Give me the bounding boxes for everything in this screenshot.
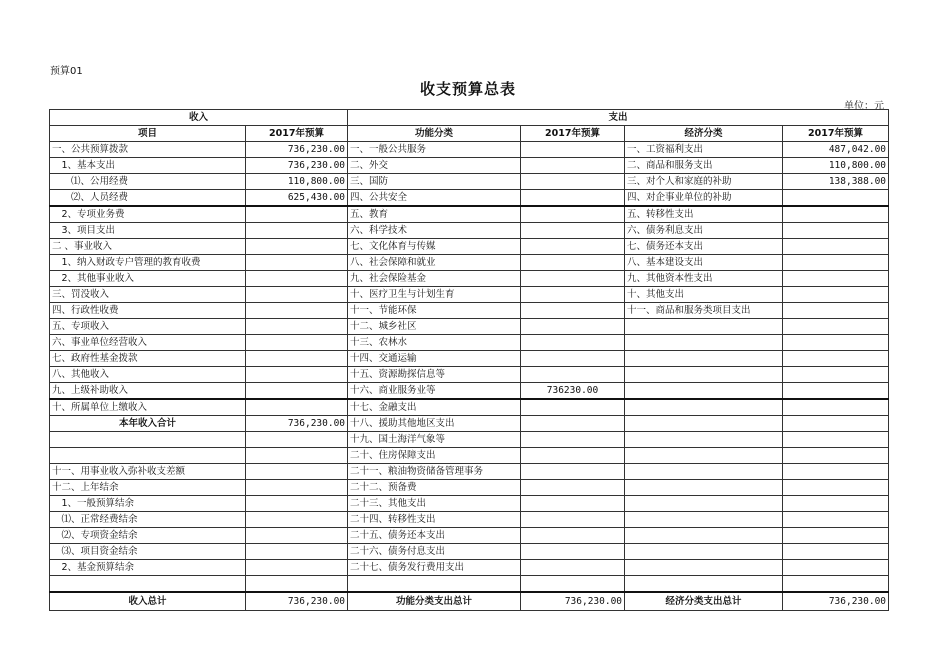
func-class-amount xyxy=(521,174,625,190)
header-row-group xyxy=(50,110,889,126)
econ-class-item: 六、债务利息支出 xyxy=(625,223,783,239)
econ-class-item: 十一、商品和服务类项目支出 xyxy=(625,303,783,319)
func-class-item: 十一、节能环保 xyxy=(348,303,521,319)
econ-class-item xyxy=(625,576,783,593)
income-item xyxy=(50,432,246,448)
income-item: 本年收入合计 xyxy=(50,416,246,432)
income-amount xyxy=(246,223,348,239)
func-class-item: 一、一般公共服务 xyxy=(348,142,521,158)
func-class-amount xyxy=(521,560,625,576)
income-amount xyxy=(246,464,348,480)
econ-class-amount xyxy=(783,351,889,367)
col-income-budget-header: 2017年预算 xyxy=(246,126,348,142)
func-class-amount xyxy=(521,303,625,319)
func-class-amount xyxy=(521,416,625,432)
func-class-item: 九、社会保险基金 xyxy=(348,271,521,287)
func-class-amount xyxy=(521,351,625,367)
econ-class-item xyxy=(625,496,783,512)
income-item: 十、所属单位上缴收入 xyxy=(50,399,246,416)
econ-class-amount xyxy=(783,496,889,512)
econ-class-amount xyxy=(783,303,889,319)
func-class-item: 二、外交 xyxy=(348,158,521,174)
func-class-item: 十八、援助其他地区支出 xyxy=(348,416,521,432)
econ-class-item xyxy=(625,480,783,496)
table-row xyxy=(50,190,889,207)
func-class-amount xyxy=(521,576,625,593)
table-row xyxy=(50,239,889,255)
econ-class-amount xyxy=(783,255,889,271)
table-row xyxy=(50,142,889,158)
econ-class-amount xyxy=(783,560,889,576)
func-class-amount xyxy=(521,158,625,174)
income-item: 八、其他收入 xyxy=(50,367,246,383)
func-class-item: 六、科学技术 xyxy=(348,223,521,239)
func-class-item: 十七、金融支出 xyxy=(348,399,521,416)
income-amount: 736,230.00 xyxy=(246,142,348,158)
func-class-amount xyxy=(521,464,625,480)
table-row xyxy=(50,399,889,416)
func-class-amount xyxy=(521,432,625,448)
form-code: 预算01 xyxy=(50,66,83,77)
econ-class-amount xyxy=(783,383,889,400)
func-class-amount xyxy=(521,255,625,271)
income-item: 四、行政性收费 xyxy=(50,303,246,319)
func-class-amount xyxy=(521,544,625,560)
econ-class-item xyxy=(625,544,783,560)
econ-class-item: 二、商品和服务支出 xyxy=(625,158,783,174)
econ-class-amount xyxy=(783,480,889,496)
table-row xyxy=(50,303,889,319)
table-row xyxy=(50,174,889,190)
table-row xyxy=(50,576,889,593)
func-class-amount xyxy=(521,480,625,496)
table-row xyxy=(50,496,889,512)
func-class-amount xyxy=(521,448,625,464)
income-amount xyxy=(246,576,348,593)
income-item: 一、公共预算拨款 xyxy=(50,142,246,158)
econ-class-item xyxy=(625,512,783,528)
econ-class-amount xyxy=(783,190,889,207)
col-func-class-header: 功能分类 xyxy=(348,126,521,142)
func-class-item: 二十六、债务付息支出 xyxy=(348,544,521,560)
income-item: 三、罚没收入 xyxy=(50,287,246,303)
econ-class-item xyxy=(625,528,783,544)
econ-class-amount xyxy=(783,367,889,383)
econ-class-amount xyxy=(783,432,889,448)
table-row xyxy=(50,351,889,367)
table-row xyxy=(50,528,889,544)
econ-class-amount xyxy=(783,335,889,351)
income-amount xyxy=(246,448,348,464)
col-econ-budget-header: 2017年预算 xyxy=(783,126,889,142)
income-amount: 110,800.00 xyxy=(246,174,348,190)
income-amount: 736,230.00 xyxy=(246,158,348,174)
econ-class-item xyxy=(625,432,783,448)
func-class-item: 五、教育 xyxy=(348,206,521,223)
econ-class-item: 九、其他资本性支出 xyxy=(625,271,783,287)
income-amount xyxy=(246,560,348,576)
income-item: 十一、用事业收入弥补收支差额 xyxy=(50,464,246,480)
income-amount xyxy=(246,255,348,271)
table-row xyxy=(50,223,889,239)
income-amount xyxy=(246,335,348,351)
econ-class-amount xyxy=(783,223,889,239)
table-row xyxy=(50,544,889,560)
func-class-amount xyxy=(521,190,625,207)
econ-class-amount xyxy=(783,239,889,255)
table-row xyxy=(50,271,889,287)
econ-class-amount xyxy=(783,416,889,432)
income-amount: 736,230.00 xyxy=(246,416,348,432)
income-total-amount: 736,230.00 xyxy=(246,592,348,611)
econ-class-amount xyxy=(783,206,889,223)
func-class-item: 八、社会保障和就业 xyxy=(348,255,521,271)
income-item: 七、政府性基金拨款 xyxy=(50,351,246,367)
table-row xyxy=(50,255,889,271)
income-item: ⑴、正常经费结余 xyxy=(50,512,246,528)
income-item: 二 、事业收入 xyxy=(50,239,246,255)
econ-class-amount xyxy=(783,448,889,464)
income-amount xyxy=(246,399,348,416)
table-row xyxy=(50,560,889,576)
income-item: 2、其他事业收入 xyxy=(50,271,246,287)
income-item: ⑵、人员经费 xyxy=(50,190,246,207)
func-class-amount xyxy=(521,335,625,351)
econ-class-item xyxy=(625,351,783,367)
func-class-item: 十六、商业服务业等 xyxy=(348,383,521,400)
income-amount xyxy=(246,287,348,303)
func-class-amount xyxy=(521,496,625,512)
income-item: 2、专项业务费 xyxy=(50,206,246,223)
func-class-amount xyxy=(521,287,625,303)
econ-class-item xyxy=(625,464,783,480)
col-econ-class-header: 经济分类 xyxy=(625,126,783,142)
econ-class-amount xyxy=(783,464,889,480)
econ-class-item xyxy=(625,367,783,383)
income-item xyxy=(50,448,246,464)
econ-class-item xyxy=(625,383,783,400)
income-item: ⑶、项目资金结余 xyxy=(50,544,246,560)
income-item: 1、纳入财政专户管理的教育收费 xyxy=(50,255,246,271)
econ-class-item: 一、工资福利支出 xyxy=(625,142,783,158)
func-class-item: 二十一、粮油物资储备管理事务 xyxy=(348,464,521,480)
income-amount xyxy=(246,351,348,367)
func-class-amount xyxy=(521,206,625,223)
income-amount xyxy=(246,319,348,335)
table-row xyxy=(50,319,889,335)
econ-class-item xyxy=(625,416,783,432)
econ-class-item: 十、其他支出 xyxy=(625,287,783,303)
income-amount xyxy=(246,496,348,512)
func-class-item: 十九、国土海洋气象等 xyxy=(348,432,521,448)
func-class-item xyxy=(348,576,521,593)
func-class-amount xyxy=(521,239,625,255)
econ-class-item xyxy=(625,448,783,464)
totals-row xyxy=(50,592,889,611)
income-amount xyxy=(246,544,348,560)
econ-class-item: 七、债务还本支出 xyxy=(625,239,783,255)
econ-class-amount xyxy=(783,576,889,593)
income-amount xyxy=(246,206,348,223)
income-amount xyxy=(246,367,348,383)
table-row xyxy=(50,206,889,223)
func-class-amount xyxy=(521,399,625,416)
econ-class-amount xyxy=(783,528,889,544)
econ-class-amount xyxy=(783,287,889,303)
func-class-item: 十四、交通运输 xyxy=(348,351,521,367)
func-class-item: 十五、资源勘探信息等 xyxy=(348,367,521,383)
econ-class-item xyxy=(625,335,783,351)
income-item xyxy=(50,576,246,593)
col-func-budget-header: 2017年预算 xyxy=(521,126,625,142)
table-row xyxy=(50,448,889,464)
table-row xyxy=(50,287,889,303)
econ-class-item xyxy=(625,399,783,416)
page-title: 收支预算总表 xyxy=(419,80,516,98)
func-class-item: 二十三、其他支出 xyxy=(348,496,521,512)
econ-class-amount xyxy=(783,512,889,528)
func-class-item: 十二、城乡社区 xyxy=(348,319,521,335)
income-item: 六、事业单位经营收入 xyxy=(50,335,246,351)
econ-class-amount xyxy=(783,319,889,335)
table-row xyxy=(50,464,889,480)
econ-class-amount xyxy=(783,544,889,560)
income-header: 收入 xyxy=(50,110,348,126)
func-total-amount: 736,230.00 xyxy=(521,592,625,611)
econ-class-item xyxy=(625,319,783,335)
func-class-item: 二十五、债务还本支出 xyxy=(348,528,521,544)
func-class-item: 三、国防 xyxy=(348,174,521,190)
income-item: ⑵、专项资金结余 xyxy=(50,528,246,544)
func-class-amount xyxy=(521,223,625,239)
table-row xyxy=(50,335,889,351)
func-class-amount xyxy=(521,512,625,528)
col-item-header: 项目 xyxy=(50,126,246,142)
func-class-amount xyxy=(521,367,625,383)
func-class-item: 二十七、债务发行费用支出 xyxy=(348,560,521,576)
income-amount xyxy=(246,271,348,287)
income-item: 3、项目支出 xyxy=(50,223,246,239)
income-amount xyxy=(246,383,348,400)
income-item: ⑴、公用经费 xyxy=(50,174,246,190)
func-class-amount xyxy=(521,528,625,544)
income-amount xyxy=(246,528,348,544)
income-amount xyxy=(246,303,348,319)
func-class-item: 十三、农林水 xyxy=(348,335,521,351)
income-total-label: 收入总计 xyxy=(50,592,246,611)
income-amount: 625,430.00 xyxy=(246,190,348,207)
table-row xyxy=(50,158,889,174)
econ-class-item xyxy=(625,560,783,576)
table-row xyxy=(50,512,889,528)
econ-class-amount: 110,800.00 xyxy=(783,158,889,174)
func-class-item: 十、医疗卫生与计划生育 xyxy=(348,287,521,303)
income-amount xyxy=(246,480,348,496)
income-amount xyxy=(246,239,348,255)
unit-label: 单位：元 xyxy=(844,101,884,112)
func-class-amount: 736230.00 xyxy=(521,383,625,400)
income-item: 1、一般预算结余 xyxy=(50,496,246,512)
econ-class-item: 三、对个人和家庭的补助 xyxy=(625,174,783,190)
func-class-item: 四、公共安全 xyxy=(348,190,521,207)
income-item: 1、基本支出 xyxy=(50,158,246,174)
func-total-label: 功能分类支出总计 xyxy=(348,592,521,611)
income-item: 十二、上年结余 xyxy=(50,480,246,496)
table-row xyxy=(50,416,889,432)
table-row xyxy=(50,432,889,448)
econ-class-item: 四、对企事业单位的补助 xyxy=(625,190,783,207)
econ-total-amount: 736,230.00 xyxy=(783,592,889,611)
income-amount xyxy=(246,512,348,528)
income-item: 2、基金预算结余 xyxy=(50,560,246,576)
func-class-amount xyxy=(521,319,625,335)
econ-class-item: 五、转移性支出 xyxy=(625,206,783,223)
income-item: 五、专项收入 xyxy=(50,319,246,335)
econ-total-label: 经济分类支出总计 xyxy=(625,592,783,611)
income-amount xyxy=(246,432,348,448)
econ-class-amount xyxy=(783,271,889,287)
econ-class-amount: 487,042.00 xyxy=(783,142,889,158)
econ-class-item: 八、基本建设支出 xyxy=(625,255,783,271)
budget-table xyxy=(49,109,889,611)
econ-class-amount: 138,388.00 xyxy=(783,174,889,190)
func-class-item: 二十二、预备费 xyxy=(348,480,521,496)
econ-class-amount xyxy=(783,399,889,416)
func-class-item: 二十四、转移性支出 xyxy=(348,512,521,528)
table-row xyxy=(50,367,889,383)
func-class-amount xyxy=(521,142,625,158)
expense-header: 支出 xyxy=(348,110,889,126)
func-class-amount xyxy=(521,271,625,287)
table-row xyxy=(50,480,889,496)
func-class-item: 七、文化体育与传媒 xyxy=(348,239,521,255)
header-row-columns xyxy=(50,126,889,142)
func-class-item: 二十、住房保障支出 xyxy=(348,448,521,464)
table-row xyxy=(50,383,889,400)
income-item: 九、上级补助收入 xyxy=(50,383,246,400)
